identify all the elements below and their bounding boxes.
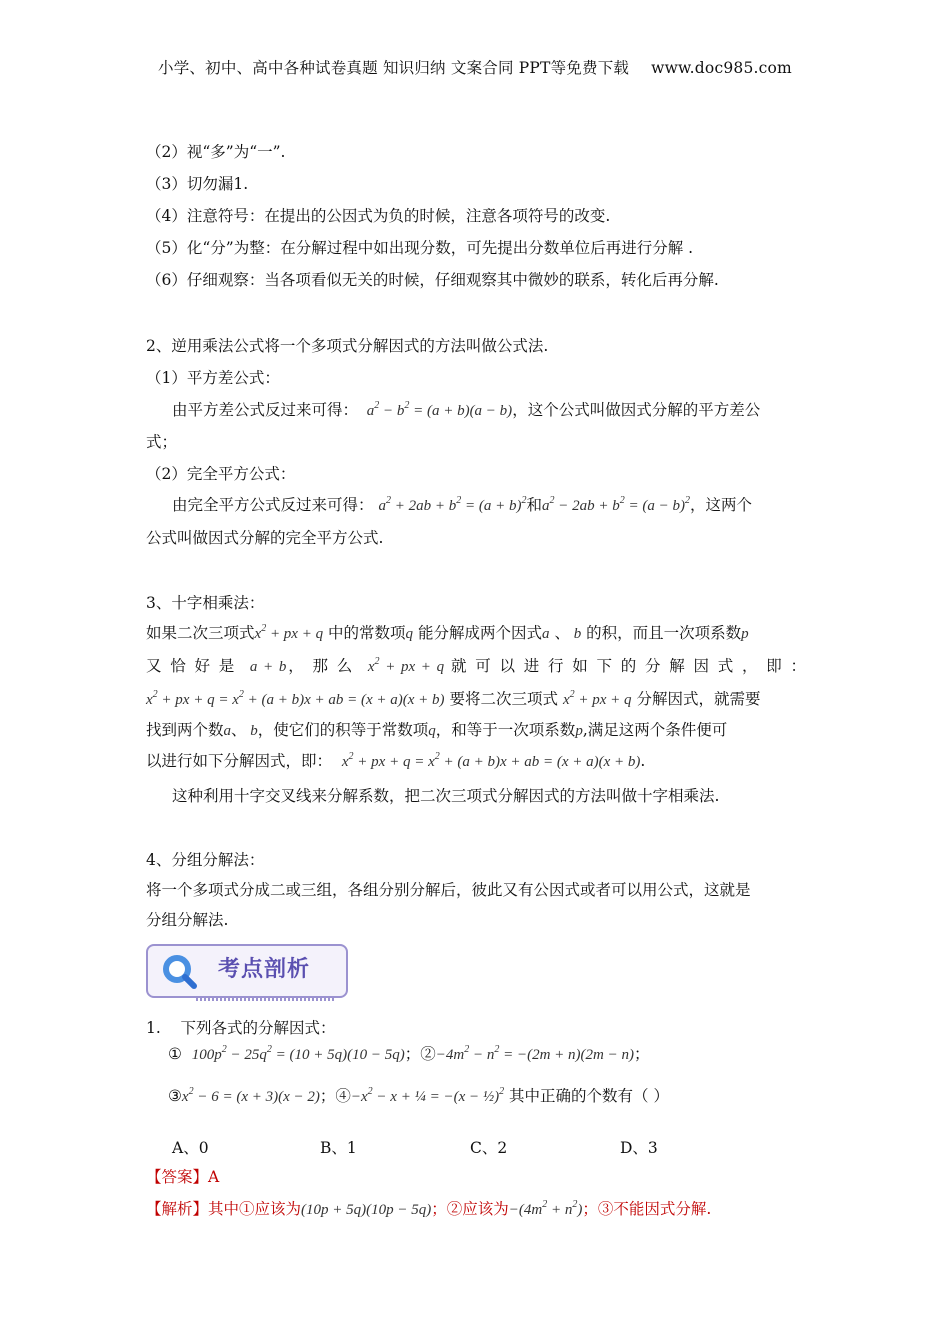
diff-squares-line <box>172 399 760 422</box>
answer-line: 【答案】A <box>146 1168 220 1186</box>
math-a-plus-b: a + b <box>249 659 287 675</box>
math-q: q <box>428 723 436 739</box>
section-4-title: 4、分组分解法： <box>146 851 265 869</box>
tip-6: （6）仔细观察：当各项看似无关的时候，仔细观察其中微妙的联系，转化后再分解. <box>146 271 719 289</box>
math-item-2: $-4m^2 - n^2 = -(2m + n)(2m - n)$ <box>435 1044 634 1063</box>
cross-text: 就 可 以 进 行 如 下 的 分 解 因 式 ， 即 ： <box>450 657 806 675</box>
cross-text: 的积，而且一次项系数 <box>586 624 742 642</box>
math-a: a <box>223 723 232 739</box>
option-c[interactable]: C、2 <box>470 1139 508 1157</box>
banner-stripes <box>196 996 336 1001</box>
cross-text: 要将二次三项式 <box>449 690 558 708</box>
group-text-2: 分组分解法. <box>146 911 229 929</box>
cross-text: 、 <box>554 624 570 642</box>
cross-text: 、 <box>231 721 247 739</box>
perfect-square-pre: 由完全平方公式反过来可得： <box>172 496 374 514</box>
math-b: b <box>569 626 582 642</box>
option-a[interactable]: A、0 <box>172 1139 209 1157</box>
cross-line-3 <box>146 688 760 711</box>
perfect-square-formula-2: $a^2 - 2ab + b^2 = (a - b)^2$ <box>541 495 690 514</box>
tip-2: （2）视“多”为“一”. <box>146 143 286 161</box>
diff-squares-pre: 由平方差公式反过来可得： <box>172 401 359 419</box>
math-p: p <box>575 723 583 739</box>
item-marker: ① <box>168 1045 182 1063</box>
cross-summary: 这种利用十字交叉线来分解系数，把二次三项式分解因式的方法叫做十字相乘法. <box>172 787 720 805</box>
math-item-4: $-x^2 - x$ + ¼ = −(x − ½)$^2$ <box>350 1086 505 1105</box>
cross-text: ,满足这两个条件便可 <box>582 721 728 739</box>
analysis-banner <box>146 938 346 1002</box>
group-text-1: 将一个多项式分成二或三组，各组分别分解后，彼此又有公因式或者可以用公式，这就是 <box>146 881 751 899</box>
math-analysis-1: (10p + 5q)(10p − 5q) <box>301 1202 432 1218</box>
math-trinomial: $x^2$ + px + q <box>254 623 324 642</box>
item-marker: ； <box>634 1045 650 1063</box>
perfect-square-formula-1: $a^2 + 2ab + b^2 = (a + b)^2$ <box>378 495 527 514</box>
banner-title: 考点剖析 <box>218 957 311 982</box>
diff-squares-title: （1）平方差公式： <box>146 369 280 387</box>
analysis-text: ；②应该为 <box>431 1200 509 1218</box>
perfect-square-title: （2）完全平方公式： <box>146 465 296 483</box>
section-3-title: 3、十字相乘法： <box>146 594 265 612</box>
item-marker: ；④ <box>319 1087 351 1105</box>
perfect-square-post: ，这两个 <box>689 496 752 514</box>
question-items-1 <box>168 1043 650 1066</box>
cross-text: 中的常数项 <box>328 624 406 642</box>
cross-text: ， 那 么 <box>286 657 355 675</box>
cross-line-5 <box>146 750 645 773</box>
cross-text: 又 恰 好 是 <box>146 657 237 675</box>
tip-4: （4）注意符号：在提出的公因式为负的时候，注意各项符号的改变. <box>146 207 611 225</box>
math-item-1: $100p^2 - 25q^2 = (10 + 5q)(10 - 5q)$ <box>191 1044 405 1063</box>
math-b: b <box>246 723 258 739</box>
math-item-3: $x^2 - 6 = (x + 3)(x - 2)$ <box>181 1086 320 1105</box>
math-analysis-2: $-(4m^2 + n^2)$ <box>508 1199 583 1218</box>
page-header <box>0 56 950 78</box>
tip-3: （3）切勿漏1. <box>146 175 249 193</box>
diff-squares-formula: $a^2 - b^2 = (a + b)(a - b)$ <box>362 400 513 419</box>
perfect-square-and: 和 <box>526 496 542 514</box>
math-q: q <box>405 626 414 642</box>
cross-line-4 <box>146 719 727 742</box>
cross-text: ，和等于一次项系数 <box>435 721 576 739</box>
tip-5: （5）化“分”为整：在分解过程中如出现分数，可先提出分数单位后再进行分解 . <box>146 239 694 257</box>
item-marker: ；② <box>404 1045 436 1063</box>
question-number: 1. <box>146 1019 161 1037</box>
math-p: p <box>741 626 749 642</box>
section-2-title: 2、逆用乘法公式将一个多项式分解因式的方法叫做公式法. <box>146 337 549 355</box>
cross-text: 找到两个数 <box>146 721 224 739</box>
cross-text: 以进行如下分解因式，即： <box>146 752 333 770</box>
perfect-square-line <box>172 494 752 517</box>
analysis-line <box>146 1198 711 1221</box>
item-marker: ③ <box>168 1087 182 1105</box>
math-cross-identity: $x^2$ + px + $q = x^2 + (a + b)x$ + ab = (x + a)(x + b) <box>146 689 445 708</box>
math-cross-identity: $x^2$ + px + $q = x^2 + (a + b)x$ + ab = (x + a)(x + b) <box>341 751 641 770</box>
math-trinomial: $x^2$ + px + q <box>367 656 445 675</box>
cross-line-2 <box>146 655 806 678</box>
perfect-square-end: 公式叫做因式分解的完全平方公式. <box>146 529 384 547</box>
search-icon <box>160 952 200 992</box>
cross-text: 分解因式，就需要 <box>636 690 761 708</box>
math-trinomial: $x^2$ + px + q <box>562 689 632 708</box>
question-stem <box>146 1017 336 1039</box>
cross-line-1 <box>146 622 749 645</box>
question-prompt: 其中正确的个数有（ ） <box>509 1087 669 1105</box>
option-b[interactable]: B、1 <box>320 1139 357 1157</box>
option-d[interactable]: D、3 <box>620 1139 658 1157</box>
cross-text: . <box>640 752 646 770</box>
cross-text: 能分解成两个因式 <box>417 624 542 642</box>
cross-text: ，使它们的积等于常数项 <box>257 721 429 739</box>
question-items-2 <box>168 1085 669 1108</box>
question-stem-text: 下列各式的分解因式： <box>180 1019 336 1037</box>
analysis-text: 【解析】其中①应该为 <box>146 1200 302 1218</box>
header-site[interactable]: www.doc985.com <box>651 59 792 77</box>
diff-squares-post: ，这个公式叫做因式分解的平方差公 <box>512 401 761 419</box>
math-a: a <box>542 626 550 642</box>
cross-text: 如果二次三项式 <box>146 624 255 642</box>
diff-squares-end: 式； <box>146 433 178 451</box>
header-text: 小学、初中、高中各种试卷真题 知识归纳 文案合同 PPT等免费下载 <box>158 59 630 77</box>
analysis-text: ；③不能因式分解. <box>582 1200 712 1218</box>
